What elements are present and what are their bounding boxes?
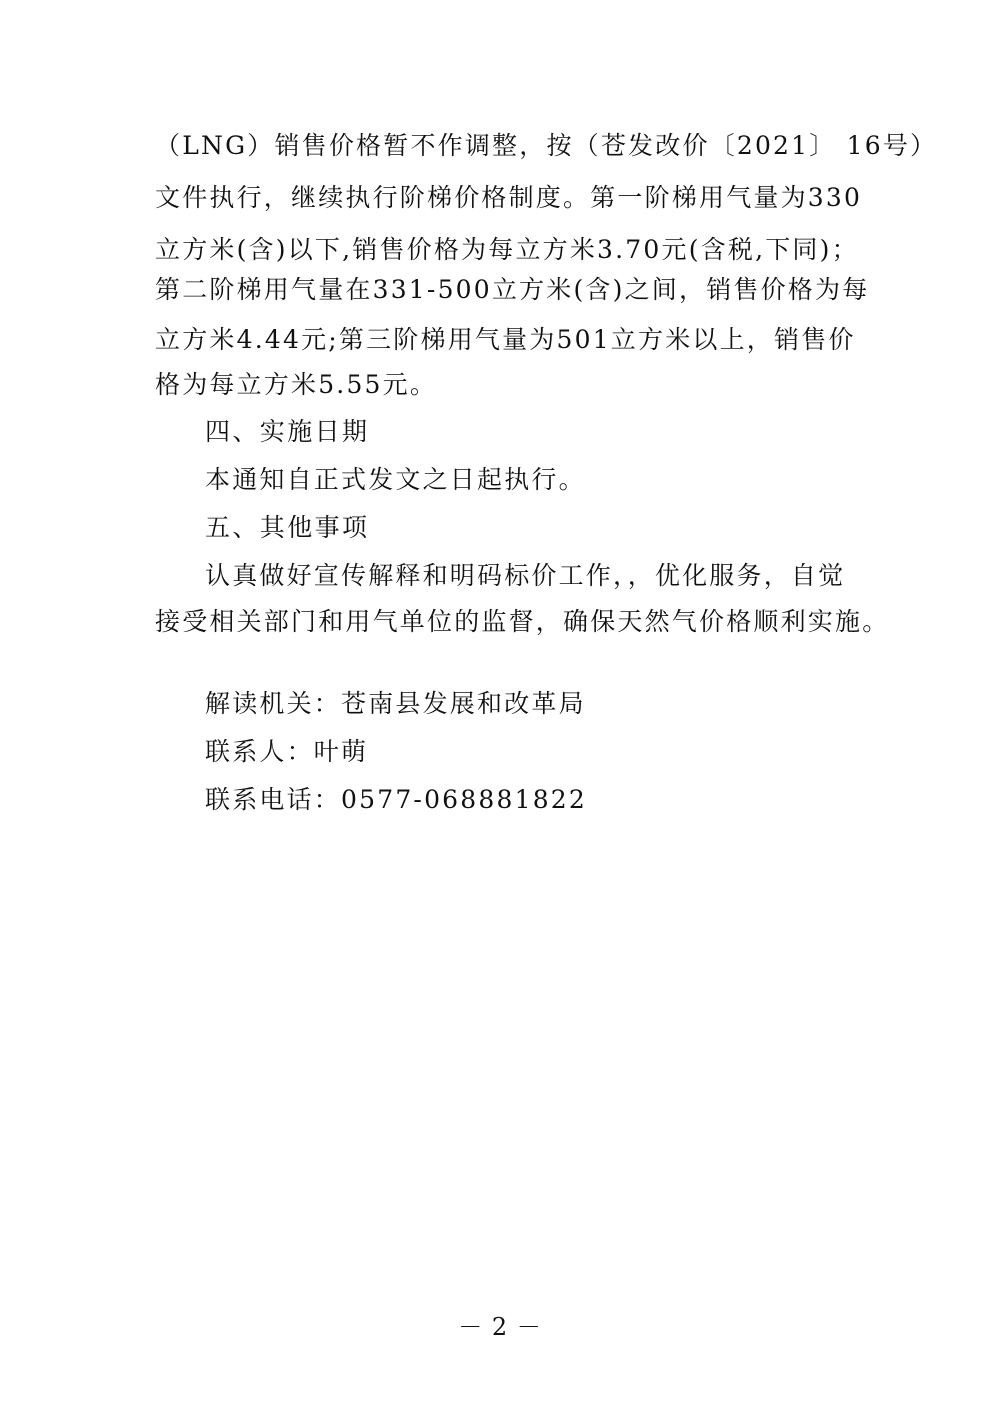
body-line-3: 立方米(含)以下,销售价格为每立方米3.70元(含税,下同)；: [155, 235, 859, 264]
section-five-line-1: 认真做好宣传解释和明码标价工作，，优化服务，自觉: [205, 561, 846, 590]
page-number: － 2 －: [458, 1313, 542, 1341]
body-line-6: 格为每立方米5.55元。: [155, 370, 438, 399]
section-five-line-2: 接受相关部门和用气单位的监督，确保天然气价格顺利实施。: [155, 607, 890, 636]
body-line-2: 文件执行，继续执行阶梯价格制度。第一阶梯用气量为330: [155, 183, 863, 212]
body-line-1: （LNG）销售价格暂不作调整，按（苍发改价〔2021〕 16号）: [155, 131, 938, 160]
body-line-4: 第二阶梯用气量在331-500立方米(含)之间，销售价格为每: [155, 275, 870, 304]
contact-person: 联系人：叶萌: [205, 737, 369, 766]
section-four-heading: 四、实施日期: [205, 417, 370, 446]
section-four-text: 本通知自正式发文之日起执行。: [205, 465, 586, 494]
contact-phone: 联系电话：0577-068881822: [205, 785, 588, 814]
body-line-5: 立方米4.44元;第三阶梯用气量为501立方米以上，销售价: [155, 325, 856, 354]
section-five-heading: 五、其他事项: [205, 513, 370, 542]
contact-authority: 解读机关：苍南县发展和改革局: [205, 689, 586, 718]
